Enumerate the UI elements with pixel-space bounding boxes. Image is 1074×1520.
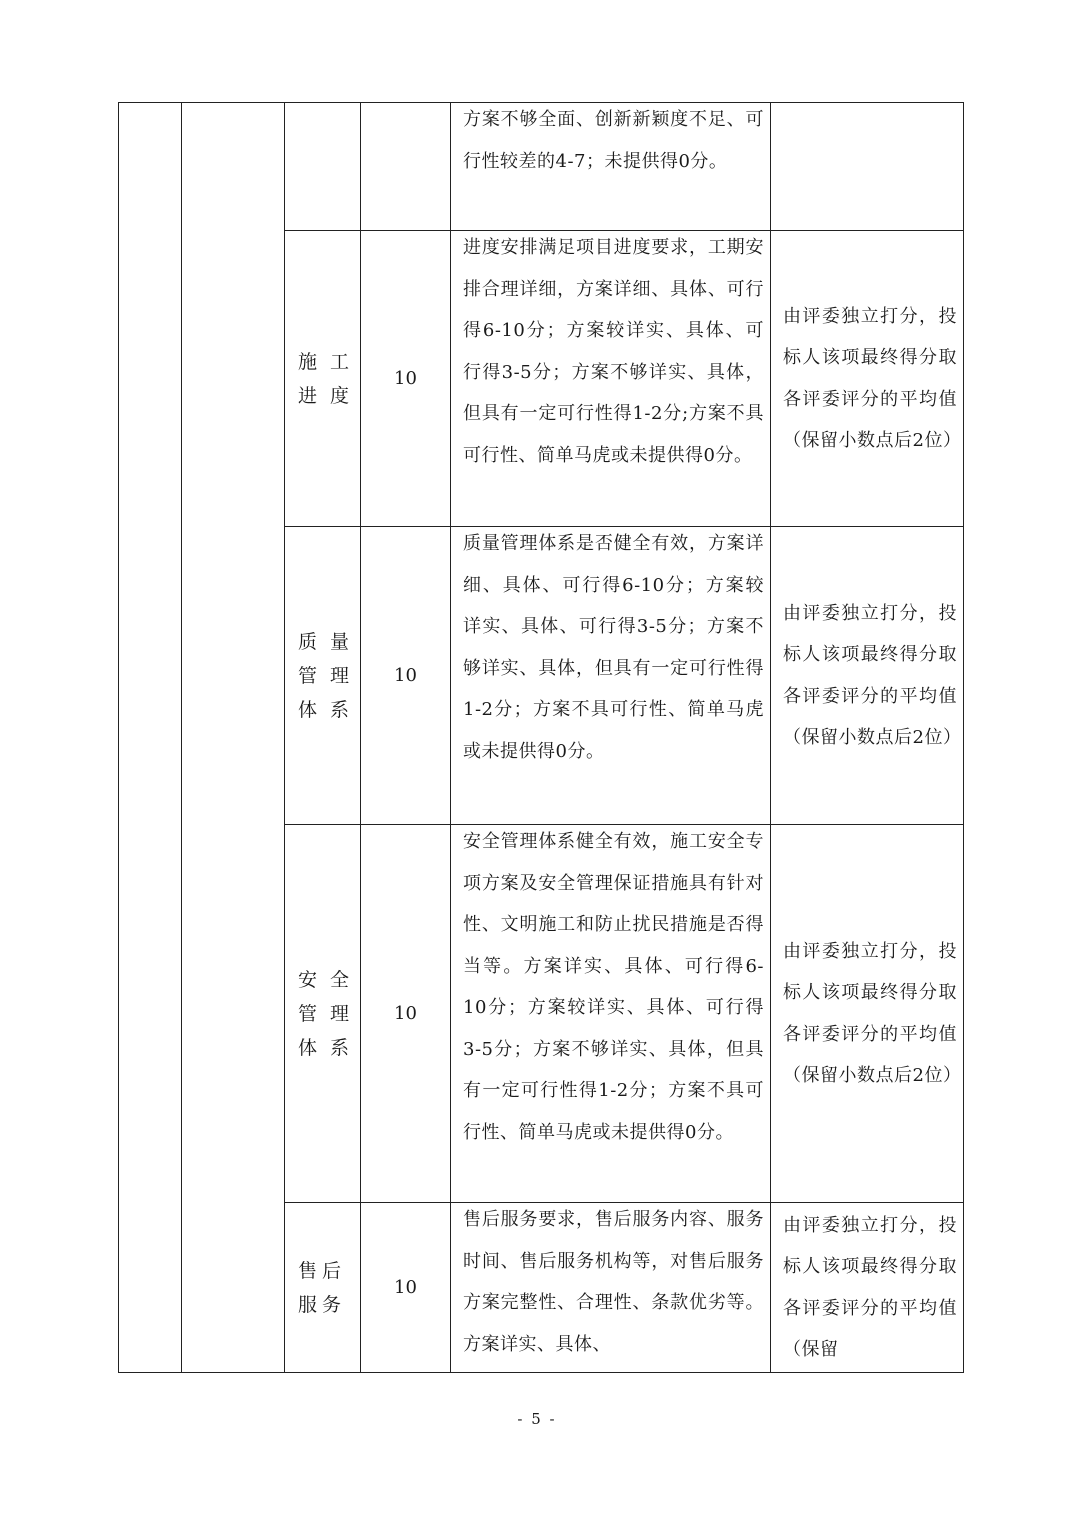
method-cell (771, 825, 964, 1203)
method-cell (771, 1203, 964, 1373)
content-cell (451, 527, 771, 825)
content-cell (451, 1203, 771, 1373)
item-label: 质量 (298, 630, 363, 653)
score-cell (361, 103, 451, 231)
scoring-criteria-text: 质量管理体系是否健全有效，方案详细、具体、可行得6-10分；方案较详实、具体、可行得3-5分；方案不够详实、具体，但具有一定可行性得1-2分；方案不具可行性、简单马虎或未提供得0分。 (463, 533, 764, 762)
scoring-method-text: 由评委独立打分，投标人该项最终得分取各评委评分的平均值（保留小数点后2位） (783, 305, 962, 451)
item-label: 服务 (298, 1293, 347, 1316)
table-body (119, 103, 964, 1373)
method-cell (771, 103, 964, 231)
item-label: 安全 (298, 968, 363, 991)
content-cell (451, 103, 771, 231)
item-cell (285, 527, 361, 825)
item-label: 体系 (298, 1036, 363, 1059)
score-cell: 10 (361, 1203, 451, 1373)
scoring-criteria-text: 方案不够全面、创新新颖度不足、可行性较差的4-7；未提供得0分。 (463, 109, 764, 172)
method-cell (771, 231, 964, 527)
scoring-criteria-text: 进度安排满足项目进度要求，工期安排合理详细，方案详细、具体、可行得6-10分；方案较详实、具体、可行得3-5分；方案不够详实、具体，但具有一定可行性得1-2分;方案不具可行性、简单马虎或未提供得0分。 (463, 237, 764, 466)
item-label: 体系 (298, 698, 363, 721)
category-cell (119, 103, 182, 1373)
table-row (119, 103, 964, 231)
method-cell (771, 527, 964, 825)
item-cell (285, 231, 361, 527)
subcategory-cell (182, 103, 285, 1373)
item-label: 施工 (298, 350, 363, 373)
scoring-method-text: 由评委独立打分，投标人该项最终得分取各评委评分的平均值（保留小数点后2位） (783, 940, 962, 1086)
scoring-criteria-text: 安全管理体系健全有效，施工安全专项方案及安全管理保证措施具有针对性、文明施工和防止扰民措施是否得当等。方案详实、具体、可行得6-10分；方案较详实、具体、可行得3-5分；方案不够详实、具体，但具有一定可行性得1-2分；方案不具可行性、简单马虎或未提供得0分。 (463, 831, 764, 1143)
scoring-method-text: 由评委独立打分，投标人该项最终得分取各评委评分的平均值（保留小数点后2位） (783, 602, 962, 748)
score-cell: 10 (361, 527, 451, 825)
item-label: 售后 (298, 1259, 347, 1282)
scoring-method-text: 由评委独立打分，投标人该项最终得分取各评委评分的平均值（保留 (783, 1214, 957, 1360)
scoring-criteria-text: 售后服务要求，售后服务内容、服务时间、售后服务机构等，对售后服务方案完整性、合理性、条款优劣等。方案详实、具体、 (463, 1209, 764, 1355)
score-cell: 10 (361, 825, 451, 1203)
item-label: 进度 (298, 384, 363, 407)
score-cell: 10 (361, 231, 451, 527)
content-cell (451, 825, 771, 1203)
item-cell (285, 1203, 361, 1373)
page-number: - 5 - (517, 1410, 557, 1428)
content-cell (451, 231, 771, 527)
scoring-table (118, 102, 964, 1373)
item-label: 管理 (298, 1002, 363, 1025)
item-cell (285, 103, 361, 231)
item-label: 管理 (298, 664, 363, 687)
item-cell (285, 825, 361, 1203)
